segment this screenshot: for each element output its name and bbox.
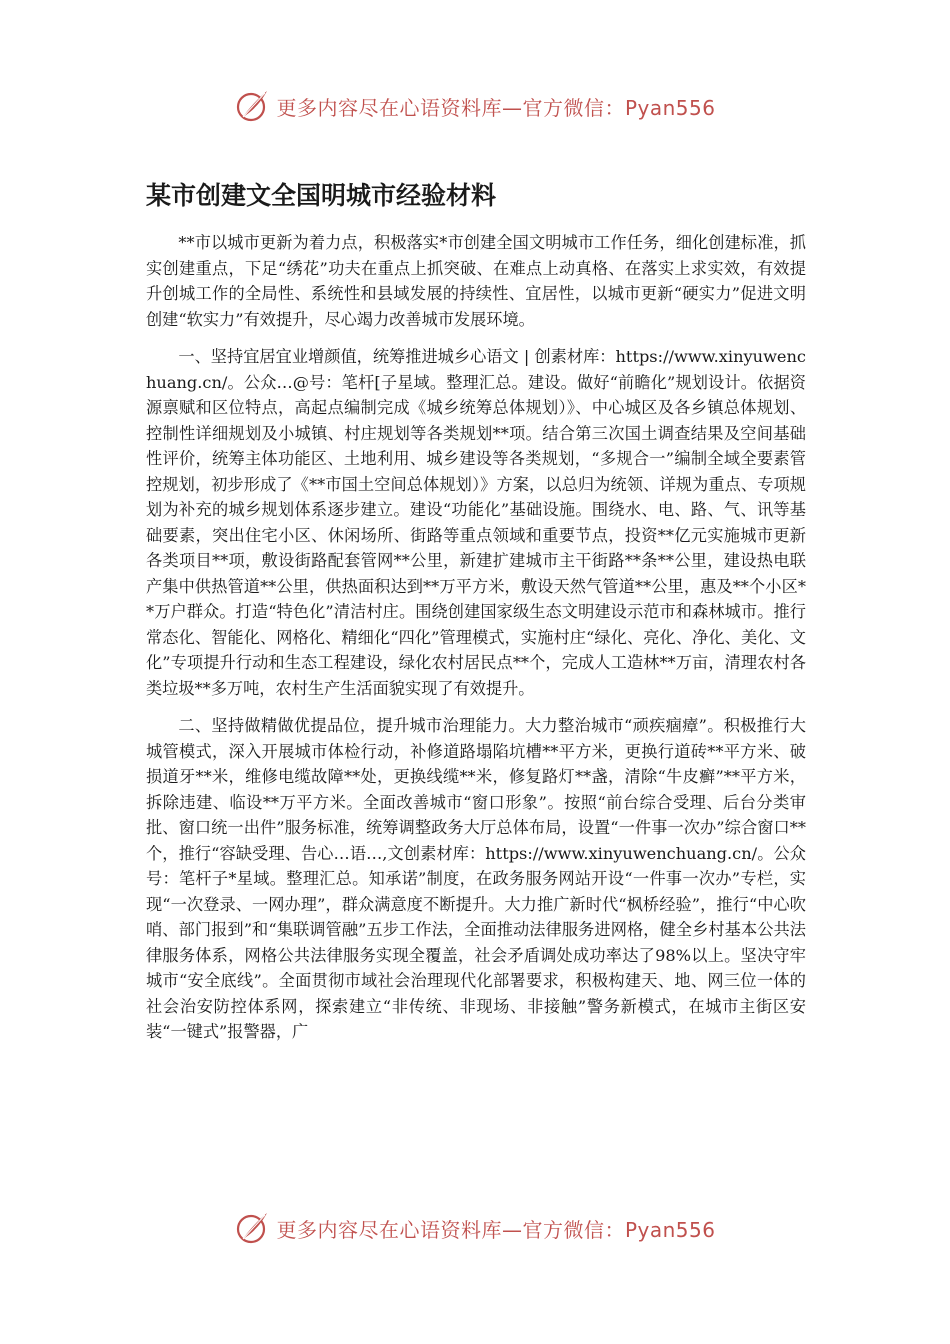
feather-pen-logo-icon (234, 1210, 270, 1246)
header-banner-text: 更多内容尽在心语资料库—官方微信：Pyan556 (276, 95, 716, 120)
paragraph-section-2: 二、坚持做精做优提品位，提升城市治理能力。大力整治城市“顽疾痼瘴”。积极推行大城管模式，深入开展城市体检行动，补修道路塌陷坑槽**平方米，更换行道砖**平方米、破损道牙**米，维修电缆故障**处，更换线缆**米，修复路灯**盏，清除“牛皮癣”**平方米，拆除违建、临设**万平方米。全面改善城市“窗口形象”。按照“前台综合受理、后台分类审批、窗口统一出件”服务标准，统筹调整政务大厅总体布局，设置“一件事一次办”综合窗口**个，推行“容缺受理、告心…语…,文创素材库：https://www.xinyuwenchuang.cn/。公众号：笔杆子*星域。整理汇总。知承诺”制度，在政务服务网站开设“一件事一次办”专栏，实现“一次登录、一网办理”，群众满意度不断提升。大力推广新时代“枫桥经验”，推行“中心吹哨、部门报到”和“集联调管融”五步工作法，全面推动法律服务进网格，健全乡村基本公共法律服务体系，网格公共法律服务实现全覆盖，社会矛盾调处成功率达了98%以上。坚决守牢城市“安全底线”。全面贯彻市域社会治理现代化部署要求，积极构建天、地、网三位一体的社会治安防控体系网，探索建立“非传统、非现场、非接触”警务新模式，在城市主街区安装“一键式”报警器，广 (146, 716, 806, 1041)
document-body (146, 230, 806, 1057)
paragraph-section-1: 一、坚持宜居宜业增颜值，统筹推进城乡心语文 | 创素材库：https://www.xinyuwenchuang.cn/。公众…@号：笔杆[子星域。整理汇总。建设。做好“前瞻化”规划设计。依据资源禀赋和区位特点，高起点编制完成《城乡统筹总体规划）》、中心城区及各乡镇总体规划、控制性详细规划及小城镇、村庄规划等各类规划**项。结合第三次国土调查结果及空间基础性评价，统筹主体功能区、土地利用、城乡建设等各类规划，“多规合一”编制全域全要素管控规划，初步形成了《**市国土空间总体规划）》方案，以总归为统领、详规为重点、专项规划为补充的城乡规划体系逐步建立。建设“功能化”基础设施。围绕水、电、路、气、讯等基础要素，突出住宅小区、休闲场所、街路等重点领域和重要节点，投资**亿元实施城市更新各类项目**项，敷设街路配套管网**公里，新建扩建城市主干街路**条**公里，建设热电联产集中供热管道**公里，供热面积达到**万平方米，敷设天然气管道**公里，惠及**个小区**万户群众。打造“特色化”清洁村庄。围绕创建国家级生态文明建设示范市和森林城市。推行常态化、智能化、网格化、精细化“四化”管理模式，实施村庄“绿化、亮化、净化、美化、文化”专项提升行动和生态工程建设，绿化农村居民点**个，完成人工造林**万亩，清理农村各类垃圾**多万吨，农村生产生活面貌实现了有效提升。 (146, 347, 806, 698)
footer-banner (0, 1206, 950, 1250)
header-banner (0, 84, 950, 128)
document-title: 某市创建文全国明城市经验材料 (146, 181, 497, 210)
feather-pen-logo-icon (234, 88, 270, 124)
footer-banner-text: 更多内容尽在心语资料库—官方微信：Pyan556 (276, 1217, 716, 1242)
paragraph-intro: **市以城市更新为着力点，积极落实*市创建全国文明城市工作任务，细化创建标准，抓实创建重点，下足“绣花”功夫在重点上抓突破、在难点上动真格、在落实上求实效，有效提升创城工作的全局性、系统性和县域发展的持续性、宜居性，以城市更新“硬实力”促进文明创建“软实力”有效提升，尽心竭力改善城市发展环境。 (146, 233, 806, 329)
